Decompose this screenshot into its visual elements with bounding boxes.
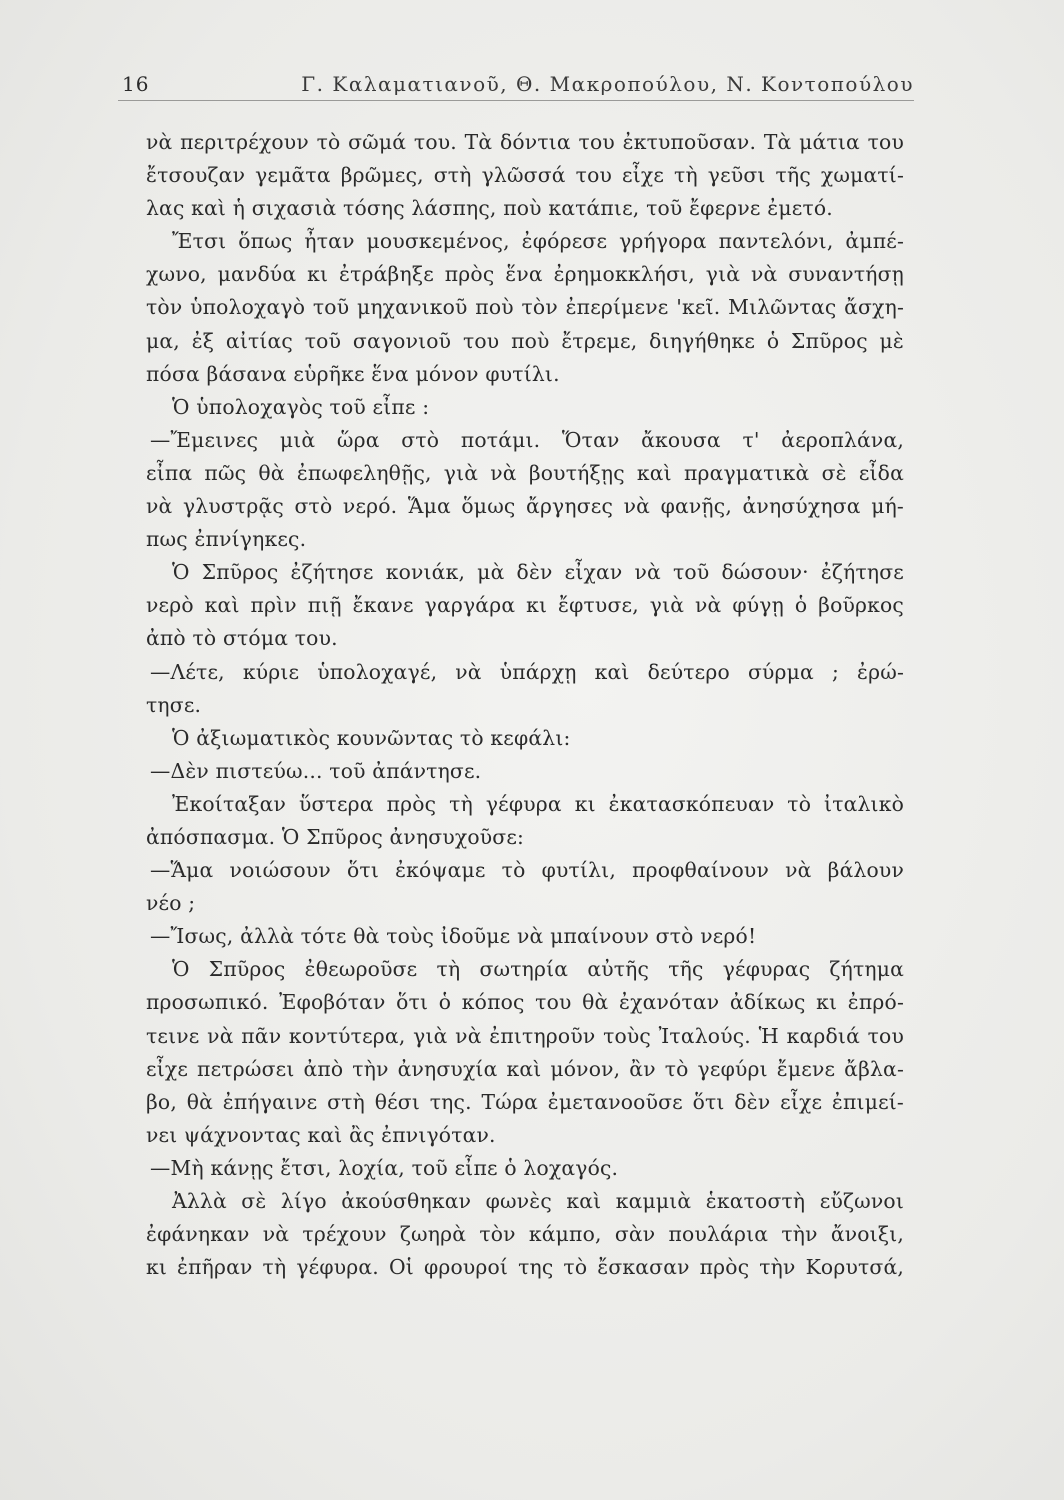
text-line: Ἀλλὰ σὲ λίγο ἀκούσθηκαν φωνὲς καὶ καμμιὰ ἑκατοστὴ εὔζωνοι <box>172 1189 904 1213</box>
text-line: νέο ; <box>146 891 196 916</box>
text-line: νερὸ καὶ πρὶν πιῇ ἔκανε γαργάρα κι ἔφτυσε, γιὰ νὰ φύγῃ ὁ βοῦρκος <box>146 593 904 618</box>
text-line: ἔτσουζαν γεμᾶτα βρῶμες, στὴ γλῶσσά του εἶχε τὴ γεῦσι τῆς χωματί- <box>146 163 904 188</box>
text-line: λας καὶ ἡ σιχασιὰ τόσης λάσπης, ποὺ κατάπιε, τοῦ ἔφερνε ἐμετό. <box>146 196 833 221</box>
text-line: βο, θὰ ἐπήγαινε στὴ θέσι της. Τώρα ἐμετανοοῦσε ὅτι δὲν εἶχε ἐπιμεί- <box>146 1089 904 1114</box>
dialogue-line: —Ἅμα νοιώσουν ὅτι ἐκόψαμε τὸ φυτίλι, προφθαίνουν νὰ βάλουν <box>150 858 904 883</box>
dialogue-line: —Ἔμεινες μιὰ ὥρα στὸ ποτάμι. Ὅταν ἄκουσα τ' ἀεροπλάνα, <box>150 427 904 452</box>
dialogue-line: —Λέτε, κύριε ὑπολοχαγέ, νὰ ὑπάρχῃ καὶ δεύτερο σύρμα ; ἐρώ- <box>150 659 904 684</box>
text-line: Ὁ ὑπολοχαγὸς τοῦ εἶπε : <box>172 394 430 419</box>
text-line: κι ἐπῆραν τὴ γέφυρα. Οἱ φρουροί της τὸ ἔσκασαν πρὸς τὴν Κορυτσά, <box>146 1255 904 1280</box>
text-line: τὸν ὑπολοχαγὸ τοῦ μηχανικοῦ ποὺ τὸν ἐπερίμενε 'κεῖ. Μιλῶντας ἄσχη- <box>146 295 904 320</box>
running-head: Γ. Καλαματιανοῦ, Θ. Μακροπούλου, Ν. Κοντοπούλου <box>301 72 914 96</box>
text-line: Ὁ ἀξιωματικὸς κουνῶντας τὸ κεφάλι: <box>172 725 571 750</box>
text-line: Ἐκοίταξαν ὕστερα πρὸς τὴ γέφυρα κι ἐκατασκόπευαν τὸ ἰταλικὸ <box>172 791 904 816</box>
page-header <box>118 70 914 101</box>
dialogue-line: —Δὲν πιστεύω... τοῦ ἀπάντησε. <box>150 758 482 783</box>
text-line: Ὁ Σπῦρος ἐθεωροῦσε τὴ σωτηρία αὐτῆς τῆς γέφυρας ζήτημα <box>172 957 904 982</box>
dialogue-line: —Ἴσως, ἀλλὰ τότε θὰ τοὺς ἰδοῦμε νὰ μπαίνουν στὸ νερό! <box>150 924 757 949</box>
text-line: ἐφάνηκαν νὰ τρέχουν ζωηρὰ τὸν κάμπο, σὰν πουλάρια τὴν ἄνοιξι, <box>146 1222 904 1247</box>
text-line: πόσα βάσανα εὑρῆκε ἕνα μόνον φυτίλι. <box>146 361 560 386</box>
text-line: τεινε νὰ πᾶν κοντύτερα, γιὰ νὰ ἐπιτηροῦν τοὺς Ἰταλούς. Ἡ καρδιά του <box>146 1023 904 1048</box>
page-number: 16 <box>122 72 150 96</box>
text-line: εἶχε πετρώσει ἀπὸ τὴν ἀνησυχία καὶ μόνον, ἂν τὸ γεφύρι ἔμενε ἄβλα- <box>146 1056 904 1081</box>
text-line: πως ἐπνίγηκες. <box>146 527 307 552</box>
body-text <box>146 126 904 1284</box>
text-line: ἀπὸ τὸ στόμα του. <box>146 626 338 651</box>
text-line: προσωπικό. Ἐφοβόταν ὅτι ὁ κόπος του θὰ ἐχανόταν ἀδίκως κι ἐπρό- <box>146 990 904 1015</box>
text-line: νὰ γλυστρᾷς στὸ νερό. Ἅμα ὅμως ἄργησες νὰ φανῇς, ἀνησύχησα μή- <box>146 494 904 519</box>
text-line: Ἔτσι ὅπως ἦταν μουσκεμένος, ἐφόρεσε γρήγορα παντελόνι, ἀμπέ- <box>172 229 904 254</box>
text-line: εἶπα πῶς θὰ ἐπωφεληθῇς, γιὰ νὰ βουτήξῃς καὶ πραγματικὰ σὲ εἶδα <box>146 460 904 485</box>
text-line: μα, ἐξ αἰτίας τοῦ σαγονιοῦ του ποὺ ἔτρεμε, διηγήθηκε ὁ Σπῦρος μὲ <box>146 328 904 353</box>
text-line: νὰ περιτρέχουν τὸ σῶμά του. Τὰ δόντια του ἐκτυποῦσαν. Τὰ μάτια του <box>146 130 904 154</box>
text-line: χωνο, μανδύα κι ἐτράβηξε πρὸς ἕνα ἐρημοκκλήσι, γιὰ νὰ συναντήσῃ <box>146 262 904 287</box>
text-line: τησε. <box>146 692 202 717</box>
dialogue-line: —Μὴ κάνῃς ἔτσι, λοχία, τοῦ εἶπε ὁ λοχαγός. <box>150 1155 619 1180</box>
text-line: νει ψάχνοντας καὶ ἂς ἐπνιγόταν. <box>146 1122 496 1147</box>
text-line: Ὁ Σπῦρος ἐζήτησε κονιάκ, μὰ δὲν εἶχαν νὰ τοῦ δώσουν· ἐζήτησε <box>172 560 904 585</box>
text-line: ἀπόσπασμα. Ὁ Σπῦρος ἀνησυχοῦσε: <box>146 824 525 849</box>
